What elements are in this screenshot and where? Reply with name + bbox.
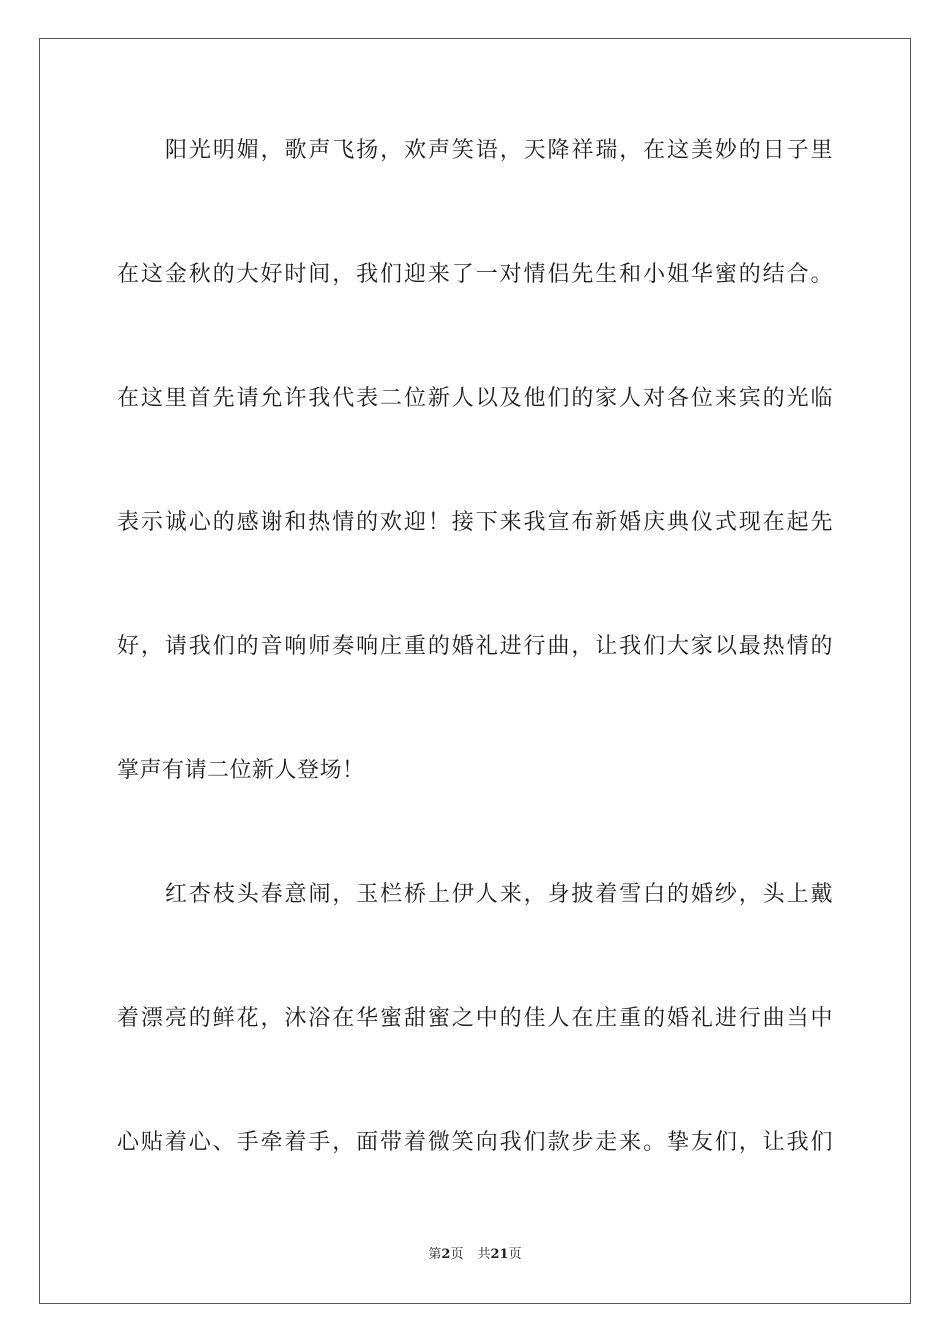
paragraph-1-line-5: 好，请我们的音响师奏响庄重的婚礼进行曲，让我们大家以最热情的 xyxy=(117,634,833,659)
page-label: 第2页 xyxy=(428,1247,464,1262)
paragraph-1-line-4: 表示诚心的感谢和热情的欢迎！接下来我宣布新婚庆典仪式现在起先 xyxy=(117,510,833,535)
total-page-count: 21 xyxy=(490,1247,509,1262)
paragraph-1-line-6: 掌声有请二位新人登场！ xyxy=(117,758,365,783)
paragraph-1-line-1: 阳光明媚，歌声飞扬，欢声笑语，天降祥瑞，在这美妙的日子里 xyxy=(165,138,833,163)
paragraph-1-line-2: 在这金秋的大好时间，我们迎来了一对情侣先生和小姐华蜜的结合。 xyxy=(117,262,833,287)
page-footer xyxy=(0,1246,950,1264)
paragraph-2-line-2: 着漂亮的鲜花，沐浴在华蜜甜蜜之中的佳人在庄重的婚礼进行曲当中 xyxy=(117,1006,833,1031)
total-pages-label: 共21页 xyxy=(477,1247,522,1262)
current-page-number: 2 xyxy=(441,1247,451,1262)
page-border xyxy=(39,38,911,1304)
paragraph-2-line-3: 心贴着心、手牵着手，面带着微笑向我们款步走来。挚友们，让我们 xyxy=(117,1130,833,1155)
paragraph-1-line-3: 在这里首先请允许我代表二位新人以及他们的家人对各位来宾的光临 xyxy=(117,386,833,411)
paragraph-2-line-1: 红杏枝头春意闹，玉栏桥上伊人来，身披着雪白的婚纱，头上戴 xyxy=(165,882,833,907)
